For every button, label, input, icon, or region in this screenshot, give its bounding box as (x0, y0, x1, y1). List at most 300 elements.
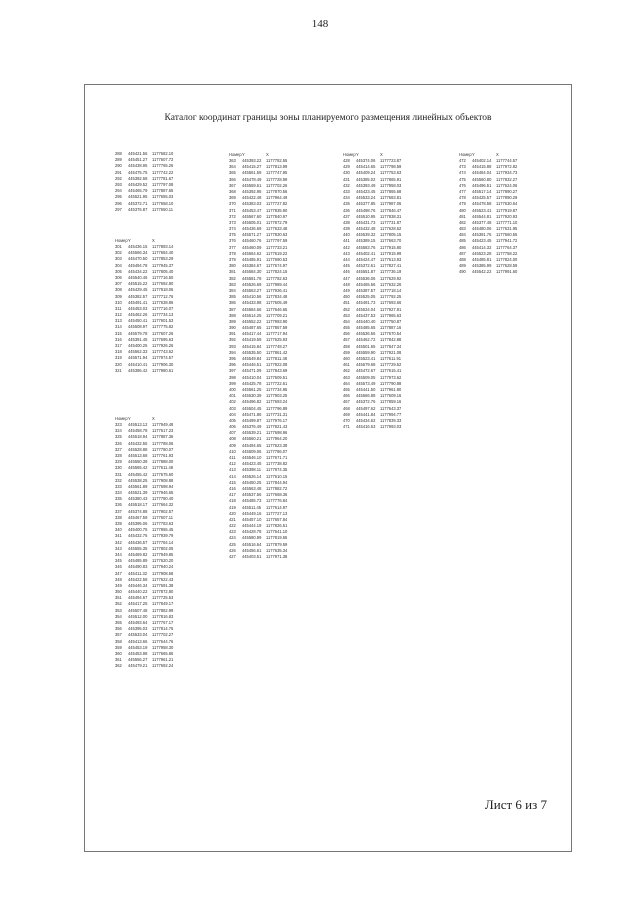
y-value: 445424.47 (356, 257, 376, 262)
y-value: 445538.25 (128, 477, 148, 483)
point-number: 430 (343, 170, 350, 176)
y-value: 445372.71 (128, 200, 148, 206)
point-number: 450 (343, 294, 350, 300)
table-row (115, 368, 176, 374)
x-value: 1177816.83 (152, 613, 174, 619)
point-number: 426 (229, 547, 236, 553)
point-number: 448 (343, 281, 350, 287)
y-value: 445478.58 (472, 201, 492, 207)
y-value: 445413.66 (128, 638, 148, 644)
x-value: 1177783.63 (152, 521, 174, 526)
point-number: 477 (459, 188, 466, 194)
point-number: 333 (115, 483, 122, 489)
y-value: 445496.82 (242, 399, 262, 405)
y-value: 445462.72 (356, 337, 376, 343)
x-value: 1177918.06 (152, 287, 174, 293)
point-number: 479 (459, 201, 466, 207)
y-value: 445450.41 (128, 318, 148, 324)
x-value: 1177861.42 (266, 349, 288, 355)
x-value: 1177821.43 (266, 424, 288, 430)
y-value: 445564.62 (242, 250, 262, 256)
coordinate-table (459, 151, 520, 276)
point-number: 490 (459, 269, 466, 275)
point-number: 422 (229, 523, 236, 529)
y-value: 445504.45 (242, 405, 262, 411)
y-value: 445528.88 (128, 446, 148, 452)
point-number: 363 (229, 158, 236, 163)
point-number: 468 (343, 405, 350, 411)
point-number: 464 (343, 380, 350, 386)
y-value: 445518.94 (128, 434, 148, 440)
point-number: 465 (343, 386, 350, 392)
y-value: 445563.48 (242, 485, 262, 491)
y-value: 445410.56 (242, 294, 262, 300)
point-number: 451 (343, 300, 350, 306)
point-number: 354 (115, 613, 122, 619)
y-value: 445377.48 (472, 219, 492, 225)
y-value: 445533.24 (356, 195, 376, 201)
point-number: 371 (229, 207, 236, 213)
y-value: 445385.02 (356, 176, 376, 182)
x-value: 1177882.99 (152, 607, 174, 613)
x-value: 1177646.65 (266, 306, 288, 312)
x-value: 1177691.38 (152, 582, 174, 588)
point-number: 296 (115, 200, 122, 206)
point-number: 463 (343, 374, 350, 380)
coordinate-table (115, 237, 176, 374)
y-value: 445432.76 (128, 533, 148, 539)
y-value: 445382.57 (128, 293, 148, 299)
point-number: 460 (343, 356, 350, 361)
x-value: 1177859.16 (380, 399, 402, 405)
x-value: 1177664.32 (152, 502, 174, 508)
x-value: 1177764.37 (496, 244, 518, 250)
y-value: 445376.87 (128, 206, 148, 212)
point-number: 443 (343, 250, 350, 256)
point-number: 356 (115, 626, 122, 632)
point-number: 314 (115, 324, 122, 330)
y-value: 445523.41 (356, 356, 376, 361)
point-number: 424 (229, 535, 236, 541)
y-value: 445414.32 (472, 244, 492, 250)
x-value: 1177853.29 (152, 256, 174, 262)
point-number: 294 (115, 188, 122, 194)
point-number: 291 (115, 169, 122, 175)
point-number: 396 (229, 362, 236, 368)
point-number: 357 (115, 632, 122, 638)
x-value: 1177682.10 (152, 151, 174, 156)
point-number: 310 (115, 299, 122, 305)
point-number: 320 (115, 361, 122, 367)
header-x: X (380, 152, 383, 157)
point-number: 444 (343, 257, 350, 262)
x-value: 1177723.87 (380, 158, 402, 163)
y-value: 445546.10 (242, 455, 262, 460)
x-value: 1177949.48 (152, 422, 174, 427)
x-value: 1177927.91 (380, 306, 402, 312)
table-header (459, 151, 520, 158)
y-value: 445534.04 (356, 306, 376, 312)
x-value: 1177976.17 (266, 417, 288, 423)
point-number: 436 (343, 207, 350, 213)
x-value: 1177607.26 (152, 330, 174, 336)
x-value: 1177622.43 (152, 576, 174, 582)
point-number: 335 (115, 496, 122, 502)
x-value: 1177635.34 (266, 547, 288, 553)
y-value: 445416.63 (356, 424, 376, 430)
y-value: 445391.45 (128, 336, 148, 342)
x-value: 1177782.55 (266, 158, 288, 163)
y-value: 445566.34 (128, 250, 148, 256)
y-value: 445411.32 (128, 570, 148, 576)
x-value: 1177824.15 (266, 269, 288, 275)
y-value: 445510.95 (356, 213, 376, 219)
x-value: 1177834.48 (266, 294, 288, 300)
header-number: Номер (343, 152, 356, 157)
x-value: 1177624.06 (496, 182, 518, 188)
point-number: 384 (229, 287, 236, 293)
point-number: 480 (459, 207, 466, 213)
y-value: 445539.32 (356, 232, 376, 238)
x-value: 1177798.59 (380, 164, 402, 170)
point-number: 475 (459, 176, 466, 182)
x-value: 1177784.14 (152, 539, 174, 545)
y-value: 445383.03 (242, 201, 262, 207)
x-value: 1177671.71 (266, 455, 288, 460)
point-number: 488 (459, 257, 466, 262)
x-value: 1177712.76 (152, 293, 174, 299)
x-value: 1177611.91 (380, 356, 402, 361)
point-number: 360 (115, 650, 122, 656)
header-x: X (152, 416, 155, 421)
point-number: 339 (115, 521, 122, 526)
x-value: 1177716.07 (152, 305, 174, 311)
y-value: 445560.80 (472, 176, 492, 182)
x-value: 1177987.06 (380, 201, 402, 207)
y-value: 445458.78 (128, 428, 148, 434)
y-value: 445493.64 (128, 620, 148, 625)
x-value: 1177802.05 (152, 545, 174, 551)
y-value: 445453.98 (128, 650, 148, 656)
y-value: 445552.22 (242, 318, 262, 324)
x-value: 1177994.77 (380, 411, 402, 417)
x-value: 1177625.93 (266, 337, 288, 343)
x-value: 1177614.97 (266, 504, 288, 510)
point-number: 370 (229, 201, 236, 207)
header-number: Номер (115, 416, 128, 421)
y-value: 445453.47 (242, 207, 262, 213)
y-value: 445561.25 (242, 386, 262, 392)
x-value: 1177922.08 (266, 362, 288, 368)
x-value: 1177650.11 (152, 206, 174, 212)
y-value: 445499.87 (242, 417, 262, 423)
y-value: 445521.39 (128, 490, 148, 496)
y-value: 445567.60 (242, 213, 262, 219)
y-value: 445536.56 (356, 331, 376, 337)
y-value: 445584.66 (242, 306, 262, 312)
x-value: 1177663.70 (380, 238, 402, 244)
y-value: 445453.19 (128, 644, 148, 650)
y-value: 445400.75 (128, 527, 148, 533)
table-header (343, 151, 404, 158)
y-value: 445434.62 (356, 417, 376, 423)
y-value: 445372.61 (356, 263, 376, 269)
y-value: 445530.39 (242, 393, 262, 399)
point-number: 308 (115, 287, 122, 293)
y-value: 445436.57 (128, 539, 148, 545)
y-value: 445571.27 (242, 232, 262, 238)
point-number: 478 (459, 195, 466, 201)
table-row (343, 424, 404, 430)
x-value: 1177734.95 (266, 386, 288, 392)
y-value: 445467.59 (128, 514, 148, 520)
y-value: 445393.49 (356, 182, 376, 188)
y-value: 445419.59 (242, 337, 262, 343)
y-value: 445465.79 (128, 188, 148, 194)
point-number: 437 (343, 213, 350, 219)
y-value: 445498.76 (356, 207, 376, 213)
y-value: 445521.95 (128, 194, 148, 200)
y-value: 445542.22 (472, 269, 492, 275)
y-value: 445535.50 (242, 349, 262, 355)
point-number: 351 (115, 595, 122, 601)
y-value: 445421.56 (128, 151, 148, 156)
x-value: 1177692.24 (152, 663, 174, 669)
y-value: 445455.42 (128, 471, 148, 477)
point-number: 473 (459, 164, 466, 170)
x-value: 1177623.38 (266, 442, 288, 448)
x-value: 1177702.27 (152, 632, 174, 638)
x-value: 1177882.72 (266, 485, 288, 491)
x-value: 1177629.92 (380, 275, 402, 281)
point-number: 446 (343, 269, 350, 275)
point-number: 456 (343, 331, 350, 337)
x-value: 1177775.82 (152, 324, 174, 330)
point-number: 438 (343, 219, 350, 225)
y-value: 445497.62 (356, 405, 376, 411)
y-value: 445380.43 (128, 496, 148, 502)
y-value: 445450.25 (242, 479, 262, 485)
y-value: 445559.61 (242, 182, 262, 188)
x-value: 1177813.99 (266, 164, 288, 170)
y-value: 445485.91 (242, 257, 262, 262)
x-value: 1177771.10 (496, 219, 518, 225)
x-value: 1177993.90 (266, 318, 288, 324)
x-value: 1177731.87 (380, 219, 402, 225)
x-value: 1177717.94 (266, 331, 288, 337)
point-number: 315 (115, 330, 122, 336)
y-value: 445469.82 (128, 551, 148, 557)
y-value: 445385.99 (472, 263, 492, 269)
y-value: 445417.25 (128, 601, 148, 607)
point-number: 393 (229, 343, 236, 349)
x-value: 1177865.68 (380, 188, 402, 194)
y-value: 445525.05 (356, 294, 376, 300)
y-value: 445425.78 (242, 380, 262, 386)
point-number: 484 (459, 232, 466, 238)
y-value: 445517.14 (472, 188, 492, 194)
point-number: 387 (229, 306, 236, 312)
header-y: Y (356, 152, 359, 157)
y-value: 445509.05 (356, 374, 376, 380)
point-number: 452 (343, 306, 350, 312)
y-value: 445565.42 (128, 465, 148, 471)
point-number: 367 (229, 182, 236, 188)
x-value: 1177796.89 (266, 405, 288, 411)
header-x: X (152, 238, 155, 243)
point-number: 403 (229, 405, 236, 411)
table-header (115, 237, 176, 244)
point-number: 400 (229, 386, 236, 392)
point-number: 305 (115, 268, 122, 274)
y-value: 445487.65 (242, 325, 262, 331)
x-value: 1177964.20 (266, 436, 288, 442)
point-number: 433 (343, 188, 350, 194)
x-value: 1177840.97 (266, 213, 288, 219)
y-value: 445494.67 (128, 595, 148, 601)
point-number: 326 (115, 440, 122, 446)
y-value: 445415.84 (242, 343, 262, 349)
x-value: 1177919.87 (496, 207, 518, 213)
x-value: 1177753.63 (380, 170, 402, 176)
y-value: 445437.53 (356, 312, 376, 318)
y-value: 445433.98 (242, 300, 262, 306)
x-value: 1177915.99 (380, 250, 402, 256)
y-value: 445432.48 (356, 226, 376, 232)
y-value: 445544.81 (472, 213, 492, 219)
y-value: 445540.46 (128, 274, 148, 280)
x-value: 1177832.27 (496, 176, 518, 182)
y-value: 445422.48 (242, 195, 262, 201)
point-number: 409 (229, 442, 236, 448)
y-value: 445429.45 (128, 287, 148, 293)
y-value: 445556.27 (128, 657, 148, 663)
x-value: 1177611.48 (152, 465, 174, 471)
y-value: 445441.50 (356, 386, 376, 392)
point-number: 406 (229, 424, 236, 430)
x-value: 1177601.53 (152, 318, 174, 324)
y-value: 445436.15 (128, 244, 148, 249)
point-number: 340 (115, 527, 122, 533)
point-number: 414 (229, 473, 236, 479)
y-value: 445377.85 (356, 201, 376, 207)
y-value: 445512.00 (128, 613, 148, 619)
x-value: 1177632.26 (380, 281, 402, 287)
x-value: 1177790.88 (380, 380, 402, 386)
point-number: 392 (229, 337, 236, 343)
y-value: 445403.51 (242, 554, 262, 559)
point-number: 435 (343, 201, 350, 207)
y-value: 445580.99 (242, 535, 262, 541)
x-value: 1177750.87 (380, 318, 402, 324)
y-value: 445518.17 (128, 502, 148, 508)
y-value: 445491.41 (128, 299, 148, 305)
point-number: 391 (229, 331, 236, 337)
x-value: 1177980.61 (152, 367, 174, 373)
table-row (115, 663, 176, 669)
point-number: 389 (229, 318, 236, 324)
point-number: 394 (229, 349, 236, 355)
x-value: 1177961.80 (380, 386, 402, 392)
header-y: Y (128, 238, 131, 243)
y-value: 445485.81 (472, 257, 492, 262)
x-value: 1177958.30 (152, 644, 174, 650)
x-value: 1177617.23 (152, 428, 174, 434)
y-value: 445526.69 (242, 281, 262, 287)
x-value: 1177725.53 (152, 595, 174, 601)
point-number: 399 (229, 380, 236, 386)
y-value: 445374.88 (128, 508, 148, 514)
table-header (115, 415, 176, 422)
x-value: 1177631.95 (496, 226, 518, 232)
point-number: 432 (343, 182, 350, 188)
y-value: 445462.26 (128, 312, 148, 318)
point-number: 350 (115, 589, 122, 595)
point-number: 489 (459, 263, 466, 269)
point-number: 481 (459, 213, 466, 219)
coordinate-table (115, 151, 176, 213)
x-value: 1177797.59 (266, 238, 288, 244)
x-value: 1177949.85 (152, 551, 174, 557)
y-value: 445501.65 (356, 343, 376, 349)
x-value: 1177727.13 (266, 510, 288, 516)
x-value: 1177888.00 (152, 459, 174, 465)
x-value: 1177903.25 (266, 393, 288, 399)
y-value: 445536.06 (356, 275, 376, 281)
x-value: 1177887.65 (152, 188, 174, 194)
x-value: 1177644.76 (152, 638, 174, 644)
x-value: 1177964.49 (266, 195, 288, 201)
x-value: 1177728.99 (266, 176, 288, 182)
point-number: 347 (115, 570, 122, 576)
x-value: 1177824.00 (496, 257, 518, 262)
x-value: 1177993.03 (380, 424, 402, 430)
x-value: 1177675.60 (152, 471, 174, 477)
x-value: 1177718.14 (380, 287, 402, 293)
point-number: 439 (343, 226, 350, 232)
point-number: 331 (115, 471, 122, 477)
point-number: 368 (229, 188, 236, 194)
sheet-footer: Лист 6 из 7 (484, 797, 547, 812)
x-value: 1177693.24 (266, 399, 288, 405)
y-value: 445561.59 (242, 170, 262, 176)
x-value: 1177738.82 (266, 461, 288, 467)
x-value: 1177742.22 (152, 169, 174, 175)
y-value: 445389.15 (356, 238, 376, 244)
point-number: 421 (229, 516, 236, 522)
point-number: 383 (229, 281, 236, 287)
y-value: 445485.89 (128, 558, 148, 564)
y-value: 445513.68 (128, 452, 148, 458)
y-value: 445509.06 (242, 448, 262, 454)
point-number: 386 (229, 300, 236, 306)
y-value: 445516.64 (242, 541, 262, 547)
y-value: 445441.84 (356, 411, 376, 417)
x-value: 1177974.57 (152, 355, 174, 361)
x-value: 1177920.93 (496, 213, 518, 219)
y-value: 445555.35 (128, 545, 148, 551)
point-number: 486 (459, 244, 466, 250)
x-value: 1177940.24 (152, 564, 174, 570)
y-value: 445434.22 (128, 268, 148, 274)
y-value: 445508.97 (128, 324, 148, 330)
point-number: 458 (343, 343, 350, 349)
point-number: 295 (115, 194, 122, 200)
x-value: 1177961.21 (152, 657, 174, 663)
point-number: 404 (229, 411, 236, 417)
y-value: 445428.78 (242, 529, 262, 535)
y-value: 445511.45 (242, 504, 262, 510)
